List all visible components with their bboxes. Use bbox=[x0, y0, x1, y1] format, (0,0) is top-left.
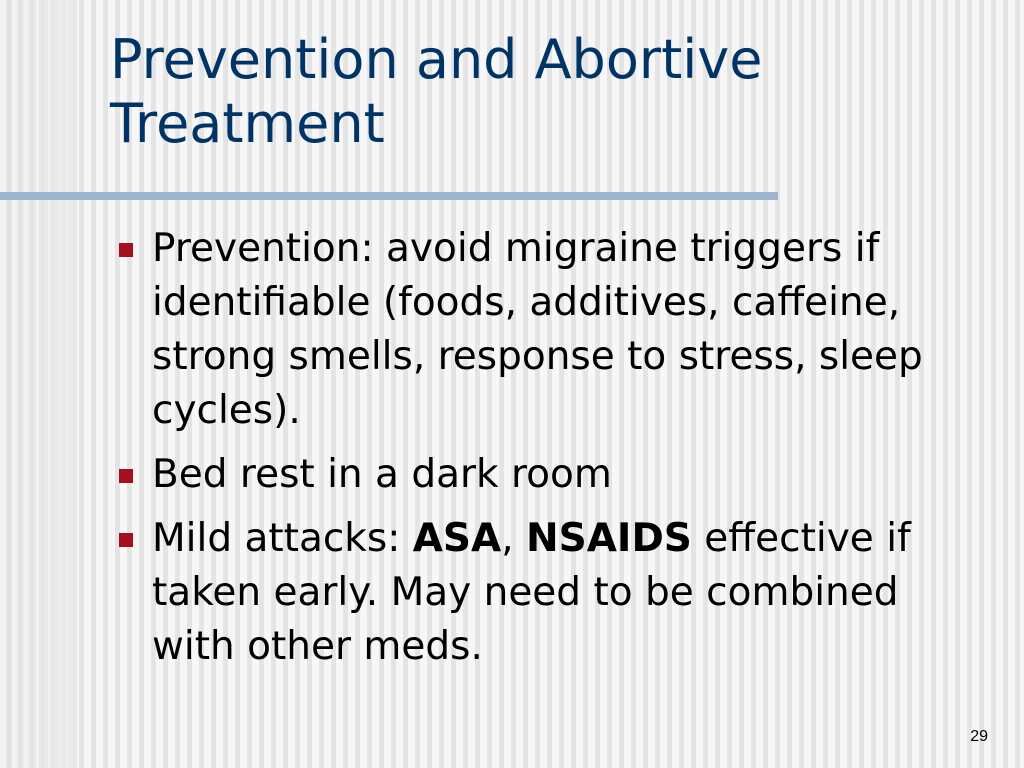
square-bullet-icon bbox=[119, 533, 133, 547]
bullet-item-mild-attacks bbox=[112, 512, 992, 674]
square-bullet-icon bbox=[119, 243, 133, 257]
drug-name-asa: ASA bbox=[412, 516, 502, 561]
slide-number: 29 bbox=[970, 728, 988, 745]
background-stripe-panel bbox=[0, 0, 78, 768]
bullet-text-prefix: Mild attacks: bbox=[152, 516, 413, 561]
bullet-text: Bed rest in a dark room bbox=[152, 452, 612, 497]
bullet-item-bed-rest bbox=[112, 448, 992, 502]
square-bullet-icon bbox=[119, 469, 133, 483]
title-divider bbox=[0, 192, 778, 200]
bullet-text-separator: , bbox=[501, 516, 527, 561]
bullet-list bbox=[112, 222, 992, 684]
slide-title: Prevention and Abortive Treatment bbox=[110, 28, 763, 155]
bullet-text: Prevention: avoid migraine triggers if identifiable (foods, additives, caffeine, strong smells, response to stress, sleep cycles). bbox=[152, 226, 923, 433]
bullet-text-suffix: effective if taken early. May need to be combined with other meds. bbox=[152, 516, 911, 669]
bullet-item-prevention bbox=[112, 222, 992, 438]
drug-name-nsaids: NSAIDS bbox=[526, 516, 692, 561]
